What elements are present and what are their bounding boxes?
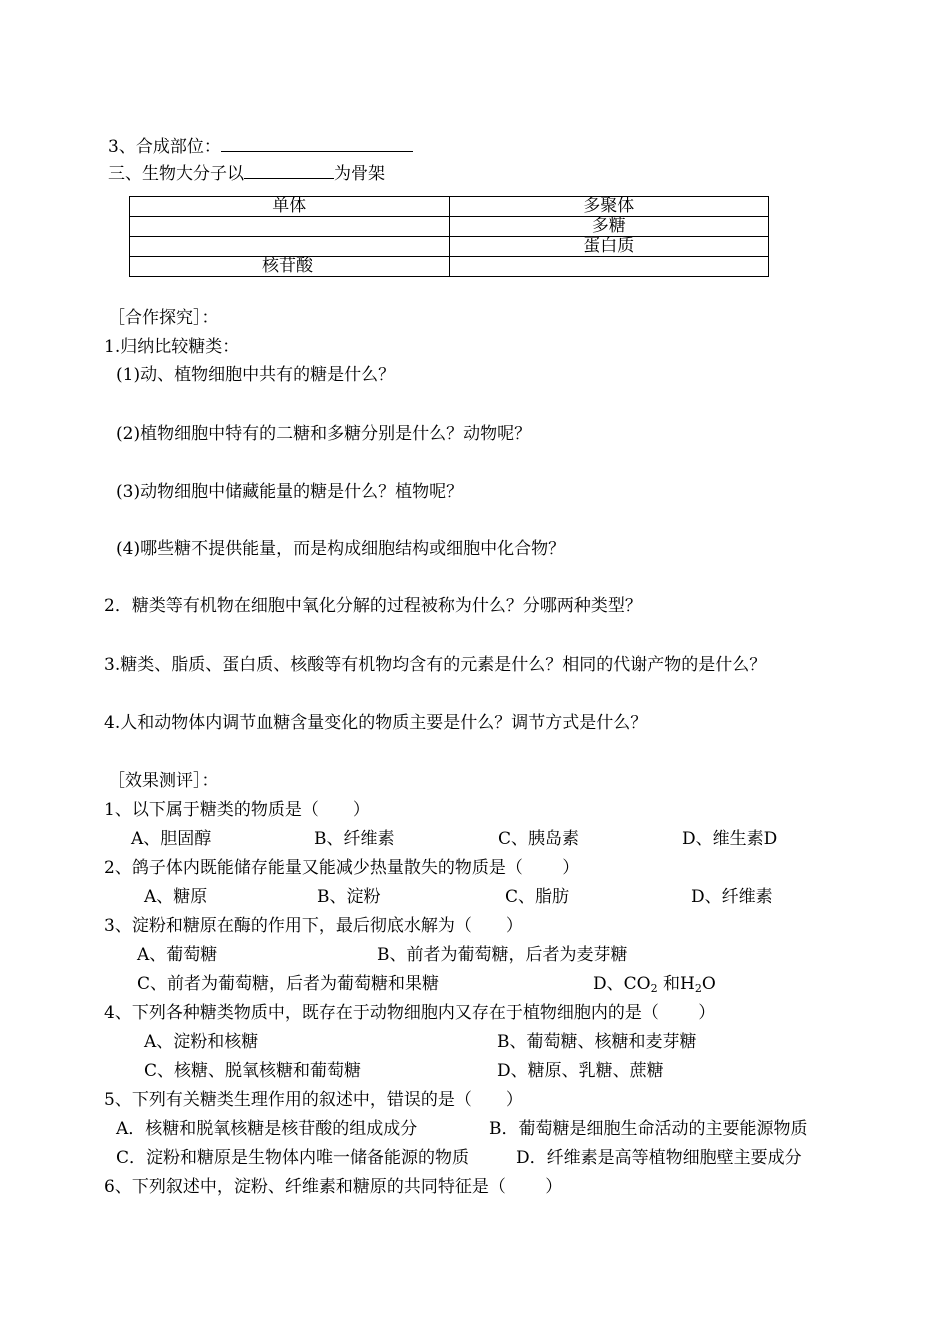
table-row <box>130 217 769 237</box>
test-3-option-b: B、前者为葡萄糖，后者为麦芽糖 <box>377 945 628 965</box>
test-3-option-d <box>593 973 716 1000</box>
coop-question-1-1: (1)动、植物细胞中共有的糖是什么？ <box>116 365 396 385</box>
table-header-cell: 单体 <box>130 197 450 217</box>
subscript: 2 <box>694 982 702 995</box>
test-question-5: 5、下列有关糖类生理作用的叙述中，错误的是（ ） <box>104 1090 523 1110</box>
test-5-option-a: A．核糖和脱氧核糖是核苷酸的组成成分 <box>116 1119 418 1139</box>
test-5-option-c: C．淀粉和糖原是生物体内唯一储备能源的物质 <box>116 1148 470 1168</box>
subscript: 2 <box>650 982 658 995</box>
table-cell <box>130 217 450 237</box>
coop-question-2: 2．糖类等有机物在细胞中氧化分解的过程被称为什么？分哪两种类型？ <box>104 596 642 616</box>
test-4-option-a: A、淀粉和核糖 <box>144 1032 259 1052</box>
test-4-option-b: B、葡萄糖、核糖和麦芽糖 <box>497 1032 697 1052</box>
table-header-row <box>130 197 769 217</box>
coop-question-1-3: (3)动物细胞中储藏能量的糖是什么？植物呢？ <box>116 482 464 502</box>
test-question-6: 6、下列叙述中，淀粉、纤维素和糖原的共同特征是（ ） <box>104 1177 563 1197</box>
test-1-option-b: B、纤维素 <box>314 829 395 849</box>
table-row <box>130 237 769 257</box>
table-cell <box>449 257 769 277</box>
test-question-2: 2、鸽子体内既能储存能量又能减少热量散失的物质是（ ） <box>104 858 580 878</box>
synthesis-site-label: 3、合成部位： <box>108 137 221 157</box>
coop-question-1-2: (2)植物细胞中特有的二糖和多糖分别是什么？动物呢？ <box>116 424 532 444</box>
test-1-option-a: A、胆固醇 <box>131 829 212 849</box>
section-three-line <box>108 161 385 185</box>
test-question-3: 3、淀粉和糖原在酶的作用下，最后彻底水解为（ ） <box>104 916 523 936</box>
table-cell <box>130 237 450 257</box>
synthesis-site-blank <box>221 134 413 152</box>
option-d-text: 和H <box>657 974 695 994</box>
test-2-option-c: C、脂肪 <box>505 887 570 907</box>
coop-question-1: 1.归纳比较糖类： <box>104 337 240 357</box>
test-1-option-d: D、维生素D <box>682 829 778 849</box>
skeleton-prefix: 三、生物大分子以 <box>108 164 244 184</box>
coop-question-3: 3.糖类、脂质、蛋白质、核酸等有机物均含有的元素是什么？相同的代谢产物的是什么？ <box>104 655 767 675</box>
test-heading: ［效果测评］： <box>108 771 219 791</box>
test-4-option-c: C、核糖、脱氧核糖和葡萄糖 <box>144 1061 362 1081</box>
coop-question-1-4: (4)哪些糖不提供能量，而是构成细胞结构或细胞中化合物？ <box>116 539 566 559</box>
monomer-polymer-table <box>129 196 769 277</box>
skeleton-blank <box>244 161 334 179</box>
test-5-option-d: D．纤维素是高等植物细胞壁主要成分 <box>516 1148 802 1168</box>
test-3-option-a: A、葡萄糖 <box>137 945 218 965</box>
test-2-option-b: B、淀粉 <box>317 887 381 907</box>
coop-question-4: 4.人和动物体内调节血糖含量变化的物质主要是什么？调节方式是什么？ <box>104 713 648 733</box>
coop-heading: ［合作探究］： <box>108 308 219 328</box>
table-cell: 多糖 <box>449 217 769 237</box>
table-header-cell: 多聚体 <box>449 197 769 217</box>
skeleton-suffix: 为骨架 <box>334 164 385 184</box>
option-d-text: O <box>701 974 716 994</box>
test-3-option-c: C、前者为葡萄糖，后者为葡萄糖和果糖 <box>137 974 440 994</box>
table-cell: 核苷酸 <box>130 257 450 277</box>
test-5-option-b: B．葡萄糖是细胞生命活动的主要能源物质 <box>489 1119 808 1139</box>
option-d-text: D、CO <box>593 974 651 994</box>
section-3-line <box>108 134 413 158</box>
test-2-option-d: D、纤维素 <box>691 887 773 907</box>
test-1-option-c: C、胰岛素 <box>498 829 580 849</box>
test-question-1: 1、以下属于糖类的物质是（ ） <box>104 800 370 820</box>
table-row <box>130 257 769 277</box>
test-2-option-a: A、糖原 <box>144 887 208 907</box>
table-cell: 蛋白质 <box>449 237 769 257</box>
test-question-4: 4、下列各种糖类物质中，既存在于动物细胞内又存在于植物细胞内的是（ ） <box>104 1003 716 1023</box>
test-4-option-d: D、糖原、乳糖、蔗糖 <box>497 1061 664 1081</box>
